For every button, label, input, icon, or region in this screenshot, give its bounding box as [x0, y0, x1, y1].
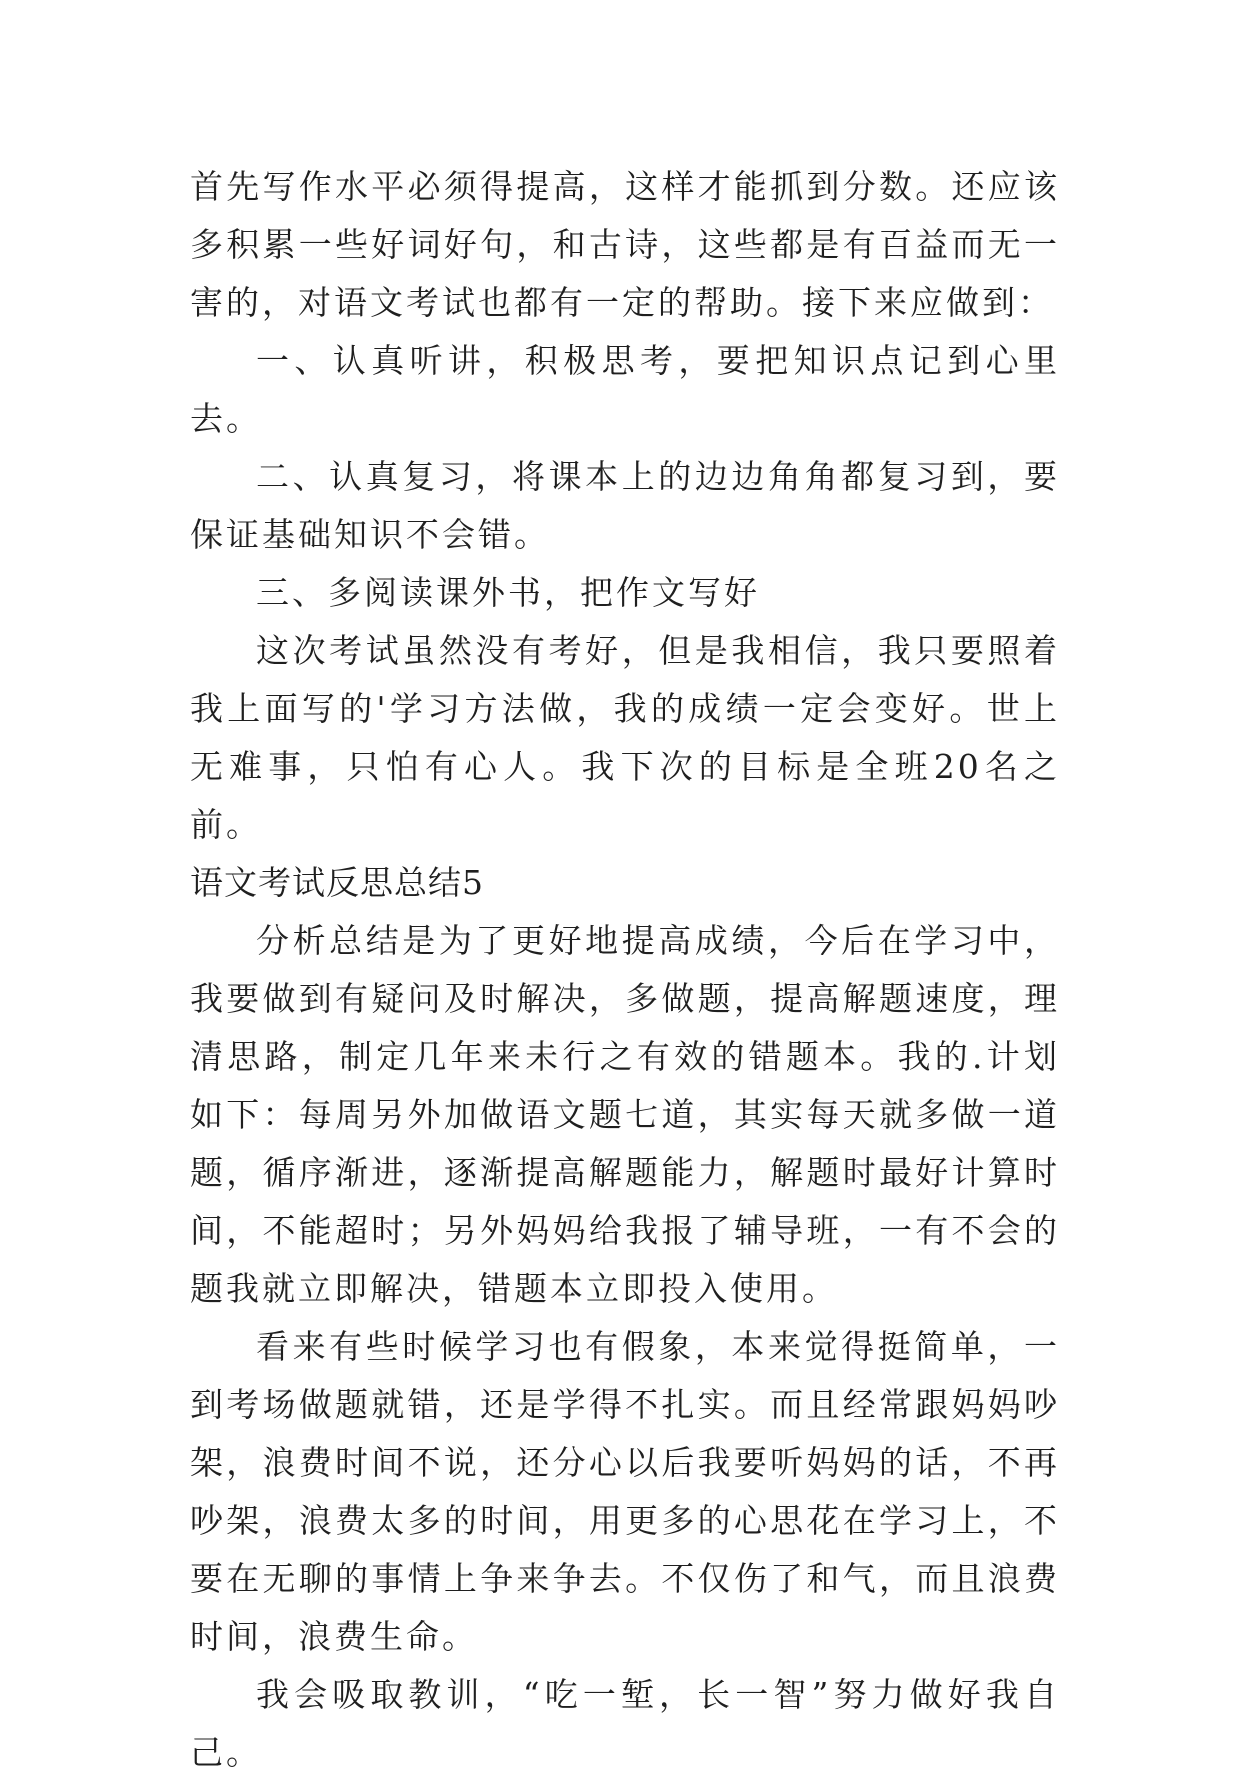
section-paragraph-closing: 我会吸取教训，“吃一堑，长一智”努力做好我自己。 [190, 1675, 1060, 1772]
paragraph-item-two: 二、认真复习，将课本上的边边角角都复习到，要保证基础知识不会错。 [190, 457, 1060, 554]
section-paragraph-analysis: 分析总结是为了更好地提高成绩，今后在学习中，我要做到有疑问及时解决，多做题，提高解题速度，理清思路，制定几年来未行之有效的错题本。我的.计划如下：每周另外加做语文题七道，其实每天就多做一道题，循序渐进，逐渐提高解题能力，解题时最好计算时间，不能超时；另外妈妈给我报了辅导班，一有不会的题我就立即解决，错题本立即投入使用。 [190, 921, 1060, 1308]
paragraph-intro: 首先写作水平必须得提高，这样才能抓到分数。还应该多积累一些好词好句，和古诗，这些都是有百益而无一害的，对语文考试也都有一定的帮助。接下来应做到： [190, 167, 1060, 322]
paragraph-item-one: 一、认真听讲，积极思考，要把知识点记到心里去。 [190, 341, 1060, 438]
paragraph-conclusion: 这次考试虽然没有考好，但是我相信，我只要照着我上面写的'学习方法做，我的成绩一定会变好。世上无难事，只怕有心人。我下次的目标是全班20名之前。 [190, 631, 1060, 844]
document-body [190, 158, 1060, 1782]
section-title: 语文考试反思总结5 [190, 863, 484, 902]
paragraph-item-three: 三、多阅读课外书，把作文写好 [256, 573, 760, 612]
section-paragraph-reflection: 看来有些时候学习也有假象，本来觉得挺简单，一到考场做题就错，还是学得不扎实。而且经常跟妈妈吵架，浪费时间不说，还分心以后我要听妈妈的话，不再吵架，浪费太多的时间，用更多的心思花在学习上，不要在无聊的事情上争来争去。不仅伤了和气，而且浪费时间，浪费生命。 [190, 1327, 1060, 1656]
